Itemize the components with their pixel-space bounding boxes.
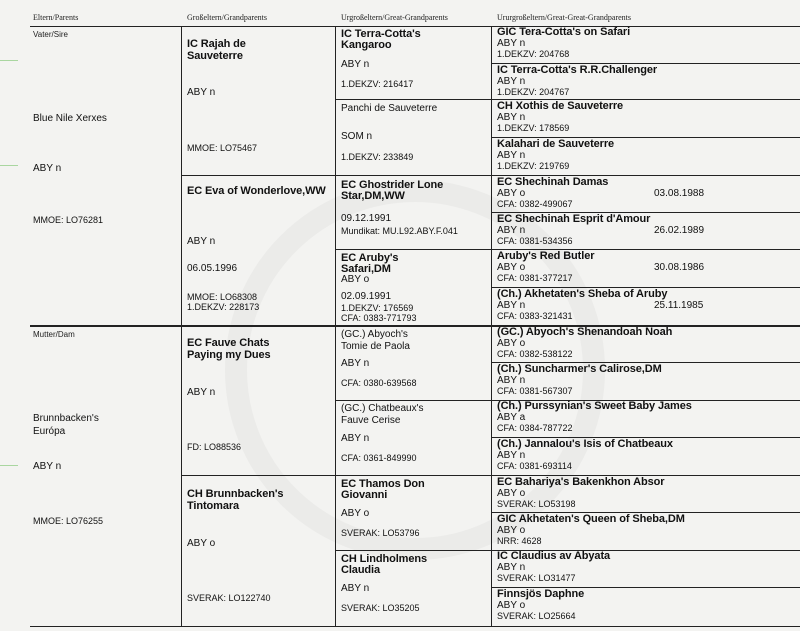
- gggp6-breed: ABY n: [497, 225, 526, 236]
- ggp3-name-line1: EC Ghostrider Lone: [341, 179, 444, 191]
- gggp11-reg: CFA: 0384-787722: [497, 423, 573, 433]
- divider-col3: [491, 26, 492, 626]
- gggp9-reg: CFA: 0382-538122: [497, 349, 573, 359]
- ggp8-name-line1: CH Lindholmens: [341, 553, 427, 565]
- gggp2-name: IC Terra-Cotta's R.R.Challenger: [497, 64, 658, 76]
- ggp4-reg: 1.DEKZV: 176569: [341, 303, 414, 313]
- sire-reg: MMOE: LO76281: [33, 215, 104, 225]
- ggp7-breed: ABY o: [341, 508, 370, 519]
- gggp8-date: 25.11.1985: [654, 300, 704, 311]
- gggp13-reg: SVERAK: LO53198: [497, 499, 576, 509]
- gggp9-breed: ABY o: [497, 338, 526, 349]
- dam-name-line2: Európa: [33, 426, 66, 437]
- gggp5-date: 03.08.1988: [654, 188, 705, 199]
- gggp13-breed: ABY o: [497, 488, 526, 499]
- ggp2-breed: SOM n: [341, 131, 373, 142]
- gggp1-reg: 1.DEKZV: 204768: [497, 49, 570, 59]
- gggp16-breed: ABY o: [497, 600, 526, 611]
- gggp14-name: GIC Akhetaten's Queen of Sheba,DM: [497, 513, 685, 525]
- gp1-breed: ABY n: [187, 87, 216, 98]
- gggp15-breed: ABY n: [497, 562, 526, 573]
- gggp3-breed: ABY n: [497, 112, 526, 123]
- ggp7-name-line2: Giovanni: [341, 489, 388, 501]
- header-great-great-grandparents: Ururgroßeltern/Great-Great-Grandparents: [497, 13, 632, 22]
- gggp7-reg: CFA: 0381-377217: [497, 273, 573, 283]
- ggp8-reg: SVERAK: LO35205: [341, 603, 420, 613]
- header-grandparents: Großeltern/Grandparents: [187, 13, 267, 22]
- gggp6-name: EC Shechinah Esprit d'Amour: [497, 213, 651, 225]
- ggp4-reg2: CFA: 0383-771793: [341, 313, 417, 323]
- ggp4-name-line2: Safari,DM: [341, 263, 391, 275]
- ggp6-reg: CFA: 0361-849990: [341, 453, 417, 463]
- gggp16-reg: SVERAK: LO25664: [497, 611, 576, 621]
- gggp14-breed: ABY o: [497, 525, 526, 536]
- divider-col2: [335, 26, 336, 626]
- ggp3-dob: 09.12.1991: [341, 213, 392, 224]
- ggp1-name-line1: IC Terra-Cotta's: [341, 28, 421, 40]
- ggp4-dob: 02.09.1991: [341, 291, 392, 302]
- gggp10-name: (Ch.) Suncharmer's Calirose,DM: [497, 363, 662, 375]
- ggp5-reg: CFA: 0380-639568: [341, 378, 417, 388]
- margin-mark: [0, 60, 18, 61]
- ggp5-name-line1: (GC.) Abyoch's: [341, 329, 408, 340]
- margin-mark: [0, 165, 18, 166]
- gggp9-name: (GC.) Abyoch's Shenandoah Noah: [497, 326, 673, 338]
- gggp4-breed: ABY n: [497, 150, 526, 161]
- ggp2-reg: 1.DEKZV: 233849: [341, 152, 414, 162]
- gggp14-reg: NRR: 4628: [497, 536, 542, 546]
- gggp6-date: 26.02.1989: [654, 225, 705, 236]
- gp1-reg: MMOE: LO75467: [187, 143, 258, 153]
- gggp7-name: Aruby's Red Butler: [497, 250, 595, 262]
- gggp12-breed: ABY n: [497, 450, 526, 461]
- ggp8-breed: ABY n: [341, 583, 370, 594]
- gp3-breed: ABY n: [187, 387, 216, 398]
- dam-name-line1: Brunnbacken's: [33, 413, 99, 424]
- gggp12-reg: CFA: 0381-693114: [497, 461, 572, 471]
- gggp5-name: EC Shechinah Damas: [497, 176, 609, 188]
- gp3-name-line1: EC Fauve Chats: [187, 337, 270, 349]
- gggp7-date: 30.08.1986: [654, 262, 705, 273]
- gp2-reg: MMOE: LO68308: [187, 292, 258, 302]
- gggp11-name: (Ch.) Purssynian's Sweet Baby James: [497, 400, 692, 412]
- ggp4-name-line1: EC Aruby's: [341, 252, 399, 264]
- gggp3-name: CH Xothis de Sauveterre: [497, 100, 624, 112]
- header-parents: Eltern/Parents: [33, 13, 79, 22]
- gggp12-name: (Ch.) Jannalou's Isis of Chatbeaux: [497, 438, 673, 450]
- ggp5-breed: ABY n: [341, 358, 370, 369]
- gp4-name-line2: Tintomara: [187, 500, 240, 512]
- gggp8-name: (Ch.) Akhetaten's Sheba of Aruby: [497, 288, 668, 300]
- ggp6-name-line2: Fauve Cerise: [341, 415, 401, 426]
- ggp1-reg: 1.DEKZV: 216417: [341, 79, 414, 89]
- gp4-name-line1: CH Brunnbacken's: [187, 488, 284, 500]
- gggp3-reg: 1.DEKZV: 178569: [497, 123, 570, 133]
- gggp1-breed: ABY n: [497, 38, 526, 49]
- bottom-rule: [30, 626, 800, 627]
- ggp2-name: Panchi de Sauveterre: [341, 103, 438, 114]
- gggp5-reg: CFA: 0382-499067: [497, 199, 573, 209]
- ggp3-reg: Mundikat: MU.L92.ABY.F.041: [341, 226, 458, 236]
- gp2-dob: 06.05.1996: [187, 263, 238, 274]
- gp3-name-line2: Paying my Dues: [187, 349, 271, 361]
- gp2-breed: ABY n: [187, 236, 216, 247]
- header-great-grandparents: Urgroßeltern/Great-Grandparents: [341, 13, 448, 22]
- gggp6-reg: CFA: 0381-534356: [497, 236, 573, 246]
- gp3-reg: FD: LO88536: [187, 442, 242, 452]
- ggp6-name-line1: (GC.) Chatbeaux's: [341, 403, 424, 414]
- gggp1-name: GIC Tera-Cotta's on Safari: [497, 26, 631, 38]
- gggp7-breed: ABY o: [497, 262, 526, 273]
- ggp7-reg: SVERAK: LO53796: [341, 528, 420, 538]
- gggp11-breed: ABY a: [497, 412, 526, 423]
- gggp2-reg: 1.DEKZV: 204767: [497, 87, 570, 97]
- ggp7-name-line1: EC Thamos Don: [341, 478, 425, 490]
- ggp6-breed: ABY n: [341, 433, 370, 444]
- dam-label: Mutter/Dam: [33, 330, 75, 339]
- sire-name: Blue Nile Xerxes: [33, 113, 107, 124]
- gp1-name-line1: IC Rajah de: [187, 38, 246, 50]
- ggp5-name-line2: Tomie de Paola: [341, 341, 410, 352]
- ggp4-breed: ABY o: [341, 274, 370, 285]
- top-rule: [30, 26, 800, 27]
- gggp8-breed: ABY n: [497, 300, 526, 311]
- rule-gp1: [181, 175, 800, 176]
- dam-reg: MMOE: LO76255: [33, 516, 104, 526]
- gggp4-reg: 1.DEKZV: 219769: [497, 161, 570, 171]
- gggp15-name: IC Claudius av Abyata: [497, 550, 611, 562]
- gggp5-breed: ABY o: [497, 188, 526, 199]
- gggp10-breed: ABY n: [497, 375, 526, 386]
- rule-gp3: [181, 475, 800, 476]
- gggp2-breed: ABY n: [497, 76, 526, 87]
- gp2-name: EC Eva of Wonderlove,WW: [187, 185, 326, 197]
- ggp3-name-line2: Star,DM,WW: [341, 190, 405, 202]
- gggp4-name: Kalahari de Sauveterre: [497, 138, 615, 150]
- sire-label: Vater/Sire: [33, 30, 68, 39]
- gp2-reg2: 1.DEKZV: 228173: [187, 302, 260, 312]
- divider-col1: [181, 26, 182, 626]
- sire-breed: ABY n: [33, 163, 62, 174]
- ggp1-name-line2: Kangaroo: [341, 39, 392, 51]
- gggp16-name: Finnsjös Daphne: [497, 588, 585, 600]
- middle-rule: [30, 325, 800, 327]
- gp4-reg: SVERAK: LO122740: [187, 593, 271, 603]
- gggp8-reg: CFA: 0383-321431: [497, 311, 573, 321]
- ggp8-name-line2: Claudia: [341, 564, 381, 576]
- margin-mark: [0, 465, 18, 466]
- ggp1-breed: ABY n: [341, 59, 370, 70]
- gggp15-reg: SVERAK: LO31477: [497, 573, 576, 583]
- gggp10-reg: CFA: 0381-567307: [497, 386, 573, 396]
- gggp13-name: EC Bahariya's Bakenkhon Absor: [497, 476, 665, 488]
- gp1-name-line2: Sauveterre: [187, 50, 243, 62]
- gp4-breed: ABY o: [187, 538, 216, 549]
- dam-breed: ABY n: [33, 461, 62, 472]
